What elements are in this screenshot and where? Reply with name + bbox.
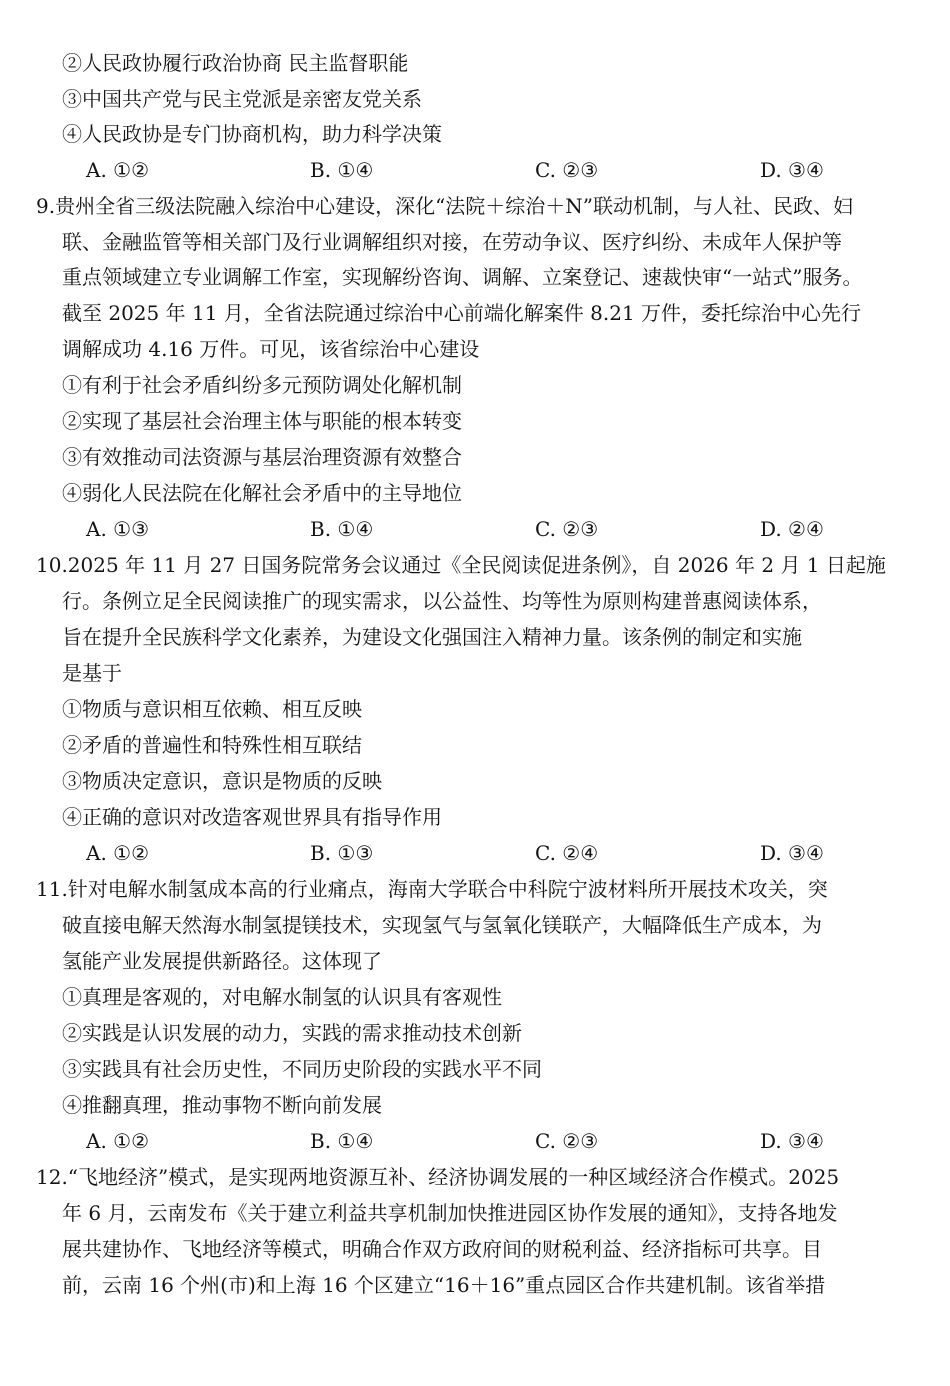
q10-stem-line-3: 旨在提升全民族科学文化素养，为建设文化强国注入精神力量。该条例的制定和实施 xyxy=(62,625,802,649)
q9-statement-1: ①有利于社会矛盾纠纷多元预防调处化解机制 xyxy=(62,373,462,397)
q9-stem-line-2: 联、金融监管等相关部门及行业调解组织对接，在劳动争议、医疗纠纷、未成年人保护等 xyxy=(62,230,842,254)
q9-choice-b: B. ①④ xyxy=(310,517,374,541)
q9-choice-d: D. ②④ xyxy=(760,517,824,541)
q9-choice-a: A. ①③ xyxy=(86,517,150,541)
q9-statement-2: ②实现了基层社会治理主体与职能的根本转变 xyxy=(62,409,462,433)
q11-stem-line-2: 破直接电解天然海水制氢提镁技术，实现氢气与氢氧化镁联产，大幅降低生产成本，为 xyxy=(62,913,822,937)
q10-stem-line-2: 行。条例立足全民阅读推广的现实需求，以公益性、均等性为原则构建普惠阅读体系， xyxy=(62,589,822,613)
q10-statement-1: ①物质与意识相互依赖、相互反映 xyxy=(62,697,362,721)
q9-stem-line-4: 截至 2025 年 11 月，全省法院通过综治中心前端化解案件 8.21 万件，委托综治中心先行 xyxy=(62,301,862,325)
q10-choice-c: C. ②④ xyxy=(535,841,599,865)
q8-choice-a: A. ①② xyxy=(86,158,150,182)
q11-choice-a: A. ①② xyxy=(86,1129,150,1153)
q11-choice-b: B. ①④ xyxy=(310,1129,374,1153)
q9-statement-3: ③有效推动司法资源与基层治理资源有效整合 xyxy=(62,445,462,469)
q11-statement-2: ②实践是认识发展的动力，实践的需求推动技术创新 xyxy=(62,1021,522,1045)
q11-statement-3: ③实践具有社会历史性，不同历史阶段的实践水平不同 xyxy=(62,1057,542,1081)
q8-statement-2: ②人民政协履行政治协商 民主监督职能 xyxy=(62,51,409,75)
q10-choice-d: D. ③④ xyxy=(760,841,824,865)
q10-choice-b: B. ①③ xyxy=(310,841,374,865)
q12-stem-line-2: 年 6 月，云南发布《关于建立利益共享机制加快推进园区协作发展的通知》，支持各地发 xyxy=(62,1201,838,1225)
q9-stem-line-5: 调解成功 4.16 万件。可见，该省综治中心建设 xyxy=(62,337,480,361)
q9-statement-4: ④弱化人民法院在化解社会矛盾中的主导地位 xyxy=(62,481,462,505)
q10-stem-line-4: 是基于 xyxy=(62,661,122,685)
q11-statement-1: ①真理是客观的，对电解水制氢的认识具有客观性 xyxy=(62,985,502,1009)
q10-statement-2: ②矛盾的普遍性和特殊性相互联结 xyxy=(62,733,362,757)
q12-stem-line-4: 前，云南 16 个州(市)和上海 16 个区建立“16＋16”重点园区合作共建机制。该省举措 xyxy=(62,1273,826,1297)
q8-statement-3: ③中国共产党与民主党派是亲密友党关系 xyxy=(62,87,422,111)
q9-stem-line-3: 重点领域建立专业调解工作室，实现解纷咨询、调解、立案登记、速裁快审“一站式”服务。 xyxy=(62,265,863,289)
q11-statement-4: ④推翻真理，推动事物不断向前发展 xyxy=(62,1093,382,1117)
q11-stem-line-1: 11.针对电解水制氢成本高的行业痛点，海南大学联合中科院宁波材料所开展技术攻关，突 xyxy=(36,877,828,901)
q11-choice-d: D. ③④ xyxy=(760,1129,824,1153)
q8-choice-c: C. ②③ xyxy=(535,158,599,182)
q8-choice-d: D. ③④ xyxy=(760,158,824,182)
q12-stem-line-3: 展共建协作、飞地经济等模式，明确合作双方政府间的财税利益、经济指标可共享。目 xyxy=(62,1237,822,1261)
q8-statement-4: ④人民政协是专门协商机构，助力科学决策 xyxy=(62,122,442,146)
q10-statement-4: ④正确的意识对改造客观世界具有指导作用 xyxy=(62,805,442,829)
q11-choice-c: C. ②③ xyxy=(535,1129,599,1153)
q10-statement-3: ③物质决定意识，意识是物质的反映 xyxy=(62,769,382,793)
q9-stem-line-1: 9.贵州全省三级法院融入综治中心建设，深化“法院＋综治＋N”联动机制，与人社、民政、妇 xyxy=(36,194,854,218)
q9-choice-c: C. ②③ xyxy=(535,517,599,541)
q10-stem-line-1: 10.2025 年 11 月 27 日国务院常务会议通过《全民阅读促进条例》，自 2026 年 2 月 1 日起施 xyxy=(36,553,886,577)
q8-choice-b: B. ①④ xyxy=(310,158,374,182)
q10-choice-a: A. ①② xyxy=(86,841,150,865)
q12-stem-line-1: 12.“飞地经济”模式，是实现两地资源互补、经济协调发展的一种区域经济合作模式。2025 xyxy=(36,1165,840,1189)
q11-stem-line-3: 氢能产业发展提供新路径。这体现了 xyxy=(62,949,382,973)
